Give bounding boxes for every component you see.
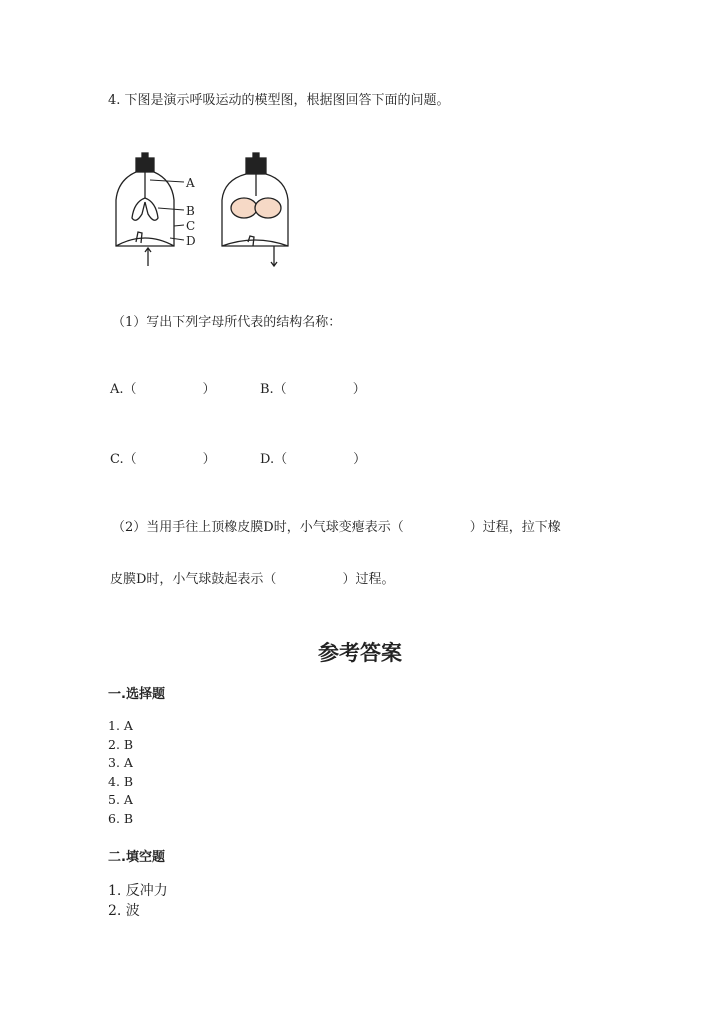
list-item: 1. A	[108, 718, 133, 733]
slot-c-label: C.（	[110, 452, 137, 467]
slot-a-close: ）	[202, 382, 216, 397]
list-item: 5. A	[108, 792, 133, 807]
part1-prompt: （1）写出下列字母所代表的结构名称：	[112, 315, 342, 330]
list-item: 1. 反冲力	[108, 883, 168, 899]
slot-b-label: B.（	[260, 382, 287, 397]
list-item: 4. B	[108, 773, 134, 789]
answer-slot-d[interactable]	[260, 448, 366, 467]
slot-d-close: ）	[353, 452, 367, 467]
part2-line1-a: （2）当用手往上顶橡皮膜D时，小气球变瘪表示（	[112, 520, 404, 535]
list-item: 6. B	[108, 810, 134, 826]
slot-a-label: A.（	[110, 382, 137, 397]
jar-right	[222, 153, 288, 266]
answers-title: 参考答案	[318, 641, 402, 665]
breathing-model-figure	[108, 150, 308, 270]
section-heading-choice: 一.选择题	[108, 687, 165, 702]
answer-slot-a[interactable]	[110, 378, 216, 397]
choice-answers-list	[108, 717, 133, 828]
jar-left	[116, 153, 174, 266]
part2-line1	[112, 516, 561, 535]
label-b: B	[186, 204, 195, 218]
list-item: 3. A	[108, 755, 133, 770]
part2-line2-a: 皮膜D时，小气球鼓起表示（	[110, 572, 277, 587]
slot-d-label: D.（	[260, 452, 288, 467]
section-heading-fill: 二.填空题	[108, 850, 165, 865]
part2-line2	[110, 568, 394, 587]
answer-slot-b[interactable]	[260, 378, 366, 397]
part2-line1-b: ）过程，拉下橡	[469, 520, 561, 535]
list-item: 2. B	[108, 736, 134, 752]
fill-answers-list	[108, 881, 168, 921]
slot-c-close: ）	[202, 452, 216, 467]
label-a: A	[186, 176, 195, 190]
label-pointers	[150, 180, 184, 240]
label-d: D	[186, 234, 196, 248]
answer-slot-c[interactable]	[110, 448, 216, 467]
slot-b-close: ）	[352, 382, 366, 397]
label-c: C	[186, 219, 196, 233]
question-title: 4. 下图是演示呼吸运动的模型图，根据图回答下面的问题。	[108, 93, 450, 108]
part2-line2-b: ）过程。	[342, 572, 395, 587]
list-item: 2. 波	[108, 903, 140, 919]
